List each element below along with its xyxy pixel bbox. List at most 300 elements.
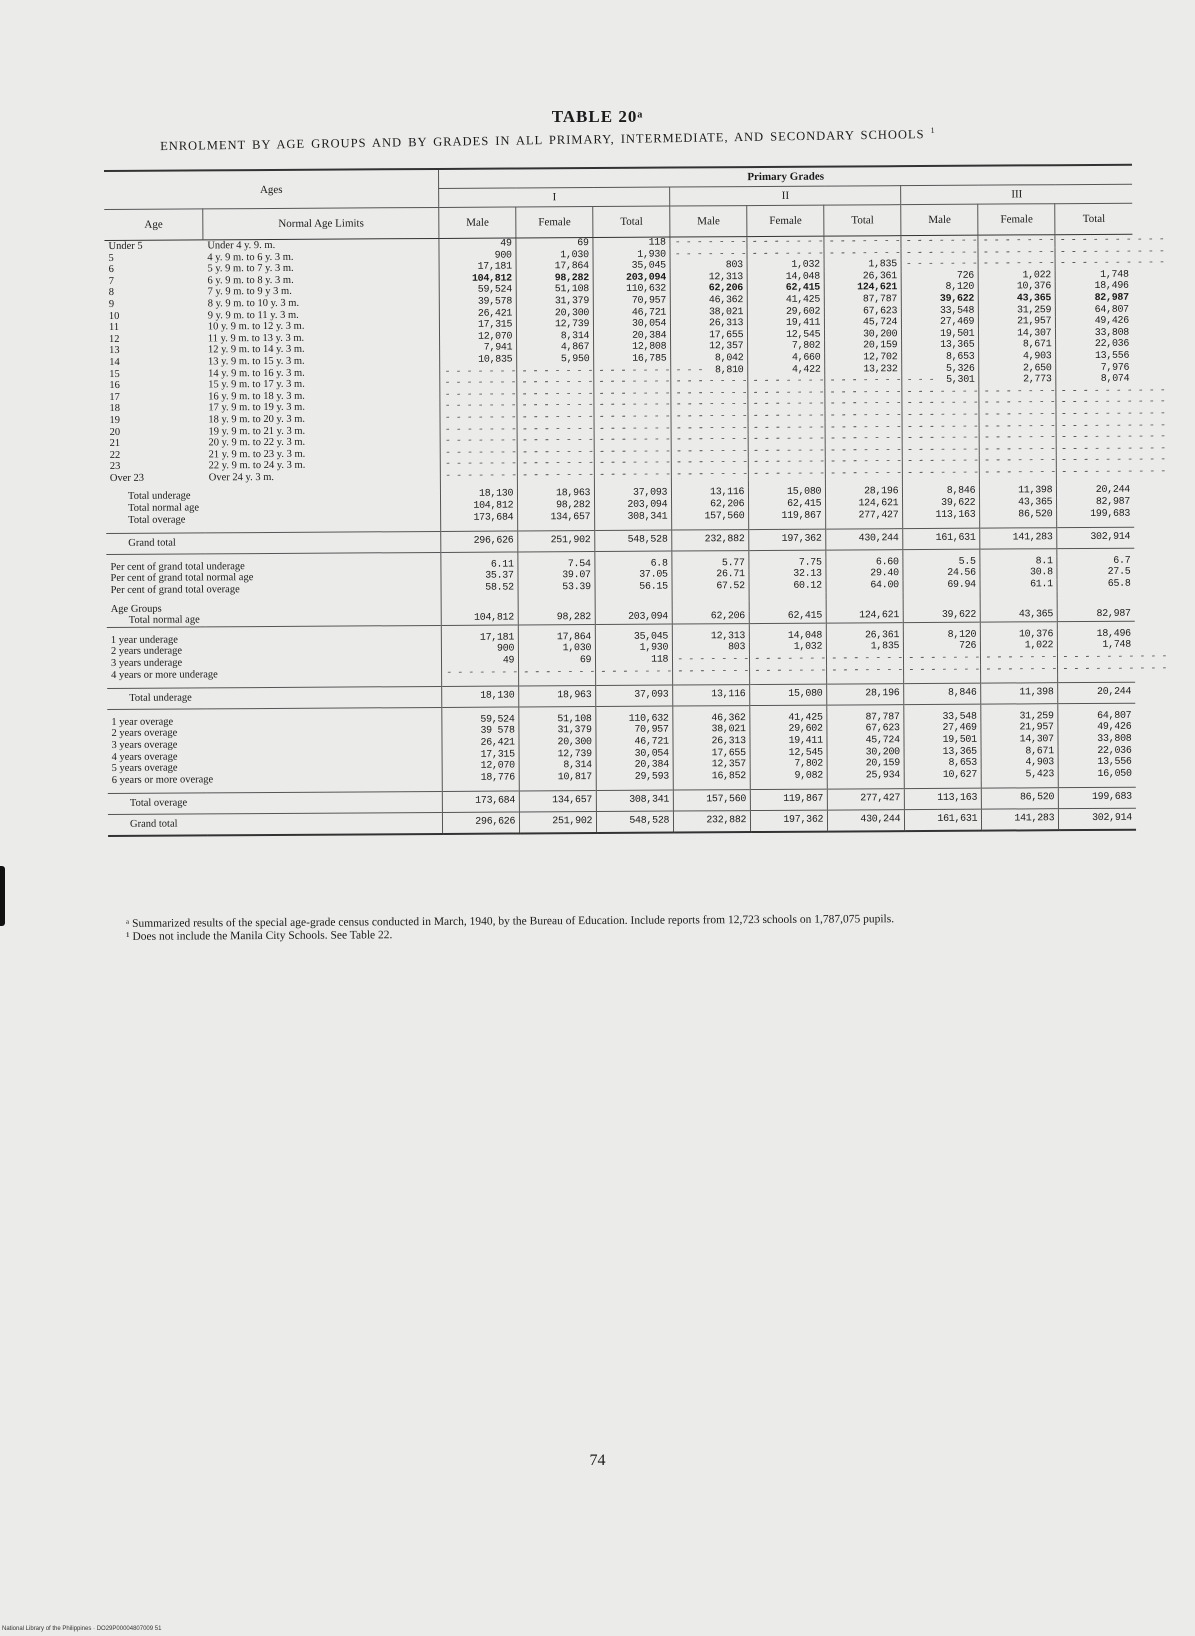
empty-cell: - - - - - - - - - -: [979, 421, 1056, 433]
value-cell: 17,655: [673, 748, 750, 760]
value-cell: 5.77: [672, 558, 749, 570]
empty-cell: - - - - - - - - - -: [670, 249, 747, 261]
value-cell: 30,200: [825, 329, 902, 341]
age-limit-cell: 19 y. 9 m. to 21 y. 3 m.: [208, 425, 306, 437]
empty-cell: - - - - - - - - - -: [981, 664, 1058, 676]
value-cell: 22,036: [1058, 745, 1135, 757]
value-cell: 18,963: [519, 686, 596, 707]
blank-cell: [595, 600, 672, 612]
blank-cell: [518, 601, 595, 613]
blank-cell: [980, 598, 1057, 610]
value-cell: 5,423: [981, 769, 1058, 781]
value-cell: 46,721: [594, 307, 671, 319]
value-cell: 53.39: [518, 582, 595, 594]
value-cell: 17,315: [442, 749, 519, 761]
value-cell: 12,357: [673, 759, 750, 771]
value-cell: 82,987: [1058, 609, 1135, 622]
value-cell: 900: [442, 644, 519, 656]
value-cell: 29,602: [748, 306, 825, 318]
value-cell: 39 578: [442, 726, 519, 738]
value-cell: 33,808: [1058, 734, 1135, 746]
value-cell: 87,787: [827, 712, 904, 724]
value-cell: 51,108: [519, 714, 596, 726]
value-cell: 20,300: [517, 308, 594, 320]
empty-cell: - - - - - - - - - -: [1055, 246, 1132, 258]
value-cell: 10,376: [981, 629, 1058, 641]
header-female-i: Female: [516, 207, 593, 238]
value-cell: 87,787: [825, 294, 902, 306]
value-cell: 726: [901, 270, 978, 282]
value-cell: 27,469: [902, 317, 979, 329]
value-cell: 64,807: [1056, 304, 1133, 316]
empty-cell: - - - - - - - - - -: [904, 653, 981, 665]
value-cell: 4,903: [981, 757, 1058, 769]
value-cell: 82,987: [1057, 497, 1134, 509]
empty-cell: - - - - - - - - - -: [670, 237, 747, 250]
age-cell: 6: [108, 264, 114, 276]
value-cell: 11,398: [980, 486, 1057, 498]
empty-cell: - - - - - - - - - -: [517, 377, 594, 389]
value-cell: 197,362: [751, 810, 828, 832]
value-cell: 15,080: [749, 487, 826, 499]
value-cell: 12,808: [594, 342, 671, 354]
value-cell: 29,593: [596, 771, 673, 783]
value-cell: 39,622: [903, 498, 980, 510]
age-cell: 7: [108, 275, 114, 287]
value-cell: 1,032: [750, 642, 827, 654]
empty-cell: - - - - - - - - - -: [440, 436, 517, 448]
age-cell: 5: [108, 252, 114, 264]
value-cell: 45,724: [827, 735, 904, 747]
value-cell: 21,957: [979, 316, 1056, 328]
value-cell: 98,282: [518, 612, 595, 625]
header-ages: Ages: [104, 169, 439, 210]
empty-cell: - - - - - - - - - -: [901, 235, 978, 248]
value-cell: 13,556: [1056, 351, 1133, 363]
value-cell: 14,307: [981, 734, 1058, 746]
age-limit-cell: 9 y. 9 m. to 11 y. 3 m.: [207, 309, 299, 321]
value-cell: 2,650: [979, 363, 1056, 375]
value-cell: 14,307: [979, 328, 1056, 340]
empty-cell: - - - - - - - - - -: [748, 376, 825, 388]
empty-cell: - - - - - - - - - -: [594, 365, 671, 377]
value-cell: 4,422: [748, 364, 825, 376]
empty-cell: - - - - - - - - - -: [517, 412, 594, 424]
value-cell: 251,902: [520, 811, 597, 833]
header-female-ii: Female: [747, 205, 824, 236]
header-grade-ii: II: [670, 186, 901, 206]
age-cell: 10: [108, 310, 120, 322]
value-cell: 12,070: [440, 331, 517, 343]
value-cell: 13,365: [904, 746, 981, 758]
value-cell: 62,415: [749, 611, 826, 624]
row-label: 1 year underage: [110, 634, 178, 646]
row-label: Per cent of grand total underage: [110, 560, 245, 573]
empty-cell: - - - - - - - - - -: [978, 247, 1055, 259]
value-cell: 8,314: [519, 760, 596, 772]
value-cell: 6.7: [1057, 556, 1134, 568]
value-cell: 232,882: [674, 810, 751, 832]
value-cell: 18,963: [518, 488, 595, 500]
value-cell: 46,362: [671, 295, 748, 307]
empty-cell: - - - - - - - - - -: [671, 388, 748, 400]
value-cell: 104,812: [439, 273, 516, 285]
value-cell: 31,259: [981, 711, 1058, 723]
value-cell: 69: [516, 238, 593, 251]
value-cell: 86,520: [982, 788, 1059, 809]
value-cell: 60.12: [749, 581, 826, 593]
value-cell: 49,426: [1056, 316, 1133, 328]
value-cell: 16,852: [673, 771, 750, 783]
value-cell: 726: [904, 641, 981, 653]
value-cell: 59,524: [439, 285, 516, 297]
row-label: Grand total: [106, 532, 441, 555]
value-cell: 20,244: [1057, 485, 1134, 497]
value-cell: 56.15: [595, 582, 672, 594]
footnote-1: ¹ Does not include the Manila City Schools. See Table 22.: [126, 929, 393, 943]
value-cell: 38,021: [673, 724, 750, 736]
empty-cell: - - - - - - - - - -: [979, 386, 1056, 398]
row-label: 3 years overage: [111, 739, 178, 751]
value-cell: 26,313: [673, 736, 750, 748]
age-limit-cell: 10 y. 9 m. to 12 y. 3 m.: [207, 320, 305, 333]
value-cell: 12,313: [673, 631, 750, 643]
age-cell: 23: [109, 461, 121, 473]
age-limit-cell: Under 4 y. 9. m.: [207, 239, 276, 252]
value-cell: 7.54: [518, 559, 595, 571]
header-male-i: Male: [439, 207, 516, 238]
empty-cell: - - - - - - - - - -: [1057, 455, 1134, 467]
empty-cell: - - - - - - - - - -: [902, 433, 979, 445]
age-cell: 21: [109, 438, 121, 450]
age-cell: 13: [109, 345, 120, 357]
age-limit-cell: 14 y. 9 m. to 16 y. 3 m.: [208, 367, 305, 379]
age-limit-cell: 18 y. 9 m. to 20 y. 3 m.: [208, 413, 306, 426]
empty-cell: - - - - - - - - - -: [979, 409, 1056, 421]
header-male-iii: Male: [901, 204, 978, 235]
value-cell: 62,415: [747, 283, 824, 295]
empty-cell: - - - - - - - - - -: [826, 456, 903, 468]
empty-cell: - - - - - - - - - -: [595, 458, 672, 470]
age-limit-cell: 4 y. 9 m. to 6 y. 3 m.: [207, 251, 294, 263]
blank-cell: [826, 599, 903, 611]
value-cell: 12,070: [442, 761, 519, 773]
empty-cell: - - - - - - - - - -: [978, 258, 1055, 270]
value-cell: 27.5: [1057, 567, 1134, 579]
value-cell: 37,093: [595, 488, 672, 500]
value-cell: 69: [519, 655, 596, 667]
value-cell: 10,817: [519, 772, 596, 784]
row-label: Total overage: [108, 792, 443, 815]
value-cell: 10,376: [979, 282, 1056, 294]
age-cell: 11: [108, 322, 120, 334]
value-cell: 18,130: [441, 489, 518, 501]
age-cell: 16: [109, 380, 120, 392]
header-age: Age: [104, 209, 203, 241]
row-label: Total overage: [128, 514, 186, 526]
row-label: 3 years underage: [110, 657, 183, 669]
value-cell: 20,244: [1058, 682, 1135, 703]
value-cell: 29,602: [750, 724, 827, 736]
value-cell: 12,702: [825, 352, 902, 364]
value-cell: 26,421: [440, 308, 517, 320]
value-cell: 39.07: [518, 570, 595, 582]
empty-cell: - - - - - - - - - -: [901, 259, 978, 271]
value-cell: 7,976: [1056, 362, 1133, 374]
value-cell: 30,054: [596, 748, 673, 760]
value-cell: 1,835: [824, 259, 901, 271]
empty-cell: - - - - - - - - - -: [978, 235, 1055, 248]
value-cell: 65.8: [1057, 579, 1134, 591]
value-cell: 7.75: [749, 557, 826, 569]
empty-cell: - - - - - - - - - -: [827, 665, 904, 677]
value-cell: 134,657: [518, 512, 595, 524]
value-cell: 62,206: [670, 283, 747, 295]
value-cell: 1,748: [1058, 640, 1135, 652]
value-cell: 308,341: [597, 790, 674, 811]
empty-cell: - - - - - - - - - -: [672, 469, 749, 481]
value-cell: 5.5: [903, 556, 980, 568]
value-cell: 113,163: [905, 788, 982, 809]
value-cell: 8,846: [903, 486, 980, 498]
value-cell: 43,365: [980, 497, 1057, 509]
value-cell: 2,773: [979, 374, 1056, 386]
value-cell: 173,684: [441, 512, 518, 524]
value-cell: 199,683: [1059, 788, 1136, 809]
empty-cell: - - - - - - - - - -: [442, 667, 519, 679]
value-cell: 67,623: [827, 723, 904, 735]
age-limit-cell: 7 y. 9 m. to 9 y 3 m.: [207, 286, 292, 298]
value-cell: 41,425: [750, 712, 827, 724]
empty-cell: - - - - - - - - - -: [748, 422, 825, 434]
value-cell: 19,411: [748, 318, 825, 330]
empty-cell: - - - - - - - - - -: [594, 446, 671, 458]
value-cell: 64.00: [826, 580, 903, 592]
empty-cell: - - - - - - - - - -: [440, 424, 517, 436]
empty-cell: - - - - - - - - - -: [671, 376, 748, 388]
header-male-ii: Male: [670, 206, 747, 237]
empty-cell: - - - - - - - - - -: [825, 422, 902, 434]
empty-cell: - - - - - - - - - -: [824, 248, 901, 260]
value-cell: 161,631: [903, 528, 980, 549]
value-cell: 38,021: [671, 307, 748, 319]
value-cell: 13,365: [902, 340, 979, 352]
age-limit-cell: 21 y. 9 m. to 23 y. 3 m.: [208, 448, 306, 461]
value-cell: 13,116: [673, 685, 750, 706]
row-label: 4 years overage: [111, 751, 178, 763]
value-cell: 8,653: [904, 758, 981, 770]
enrolment-table-wrapper: [104, 164, 1167, 837]
empty-cell: - - - - - - - - - -: [440, 366, 517, 378]
empty-cell: - - - - - - - - - -: [440, 378, 517, 390]
value-cell: 49: [442, 655, 519, 667]
value-cell: 8,042: [671, 353, 748, 365]
value-cell: 19,501: [902, 328, 979, 340]
age-cell: 18: [109, 403, 120, 415]
empty-cell: - - - - - - - - - -: [747, 236, 824, 249]
empty-cell: - - - - - - - - - -: [1058, 663, 1135, 675]
value-cell: 39,622: [904, 610, 981, 623]
value-cell: 110,632: [593, 284, 670, 296]
empty-cell: - - - - - - - - - -: [825, 375, 902, 387]
value-cell: 26,361: [827, 630, 904, 642]
value-cell: 25,934: [827, 770, 904, 782]
value-cell: 308,341: [595, 511, 672, 523]
empty-cell: - - - - - - - - - -: [594, 388, 671, 400]
row-label: 5 years overage: [111, 762, 178, 775]
value-cell: 118: [593, 237, 670, 250]
value-cell: 141,283: [982, 809, 1059, 831]
age-limit-cell: 6 y. 9 m. to 8 y. 3 m.: [207, 274, 294, 287]
empty-cell: - - - - - - - - - -: [441, 470, 518, 482]
empty-cell: - - - - - - - - - -: [903, 468, 980, 480]
age-limit-cell: 22 y. 9 m. to 24 y. 3 m.: [208, 460, 306, 472]
empty-cell: - - - - - - - - - -: [440, 401, 517, 413]
value-cell: 26,361: [824, 271, 901, 283]
age-limit-cell: 16 y. 9 m. to 18 y. 3 m.: [208, 390, 305, 403]
value-cell: 62,206: [672, 499, 749, 511]
value-cell: 18,776: [442, 772, 519, 784]
empty-cell: - - - - - - - - - -: [979, 432, 1056, 444]
empty-cell: - - - - - - - - - -: [596, 666, 673, 678]
value-cell: 157,560: [672, 511, 749, 523]
enrolment-table: [104, 164, 1167, 837]
row-label: 2 years underage: [110, 645, 183, 658]
value-cell: 17,315: [440, 320, 517, 332]
row-label: Total normal age: [128, 502, 200, 514]
age-cell: Over 23: [109, 472, 145, 484]
value-cell: 8,671: [981, 746, 1058, 758]
value-cell: 18,496: [1056, 281, 1133, 293]
value-cell: 67.52: [672, 581, 749, 593]
empty-cell: - - - - - - - - - -: [980, 467, 1057, 479]
empty-cell: - - - - - - - - - -: [517, 400, 594, 412]
value-cell: 900: [439, 250, 516, 262]
value-cell: 14,048: [750, 630, 827, 642]
value-cell: 1,022: [978, 270, 1055, 282]
value-cell: 1,030: [516, 250, 593, 262]
value-cell: 58.52: [441, 583, 518, 595]
age-cell: 9: [108, 298, 115, 310]
table-body: [104, 234, 1167, 835]
value-cell: 124,621: [824, 283, 901, 295]
empty-cell: - - - - - - - - - -: [747, 248, 824, 260]
value-cell: 8,671: [979, 340, 1056, 352]
empty-cell: - - - - - - - - - -: [673, 666, 750, 678]
value-cell: 548,528: [597, 811, 674, 833]
value-cell: 6.60: [826, 557, 903, 569]
footnote-a: ᵃ Summarized results of the special age-grade census conducted in March, 1940, by the Bureau of Education. Include reports from 12,723 schools on 1,787,075 pupils.: [125, 913, 895, 930]
header-female-iii: Female: [978, 204, 1055, 235]
value-cell: 21,957: [981, 723, 1058, 735]
value-cell: 35.37: [441, 571, 518, 583]
value-cell: 37,093: [596, 685, 673, 706]
blank-cell: [749, 599, 826, 611]
value-cell: 8,810: [671, 365, 748, 377]
value-cell: 46,721: [596, 737, 673, 749]
value-cell: 20,384: [594, 330, 671, 342]
value-cell: 45,724: [825, 317, 902, 329]
value-cell: 32.13: [749, 569, 826, 581]
value-cell: 6.11: [441, 559, 518, 571]
value-cell: 43,365: [981, 609, 1058, 622]
row-label: Per cent of grand total overage: [110, 584, 240, 596]
row-label: 1 year overage: [111, 716, 174, 728]
value-cell: 13,556: [1058, 757, 1135, 769]
value-cell: 1,022: [981, 641, 1058, 653]
empty-cell: - - - - - - - - - -: [671, 399, 748, 411]
value-cell: 30,054: [594, 319, 671, 331]
value-cell: 8,120: [904, 629, 981, 641]
value-cell: 15,080: [750, 684, 827, 705]
value-cell: 49: [439, 238, 516, 251]
empty-cell: - - - - - - - - - -: [902, 386, 979, 398]
empty-cell: - - - - - - - - - -: [1056, 409, 1133, 421]
empty-cell: - - - - - - - - - -: [518, 470, 595, 482]
value-cell: 8.1: [980, 556, 1057, 568]
value-cell: 124,621: [826, 498, 903, 510]
row-label: Grand total: [108, 812, 443, 835]
age-limit-cell: 12 y. 9 m. to 14 y. 3 m.: [207, 344, 305, 356]
value-cell: 20,300: [519, 737, 596, 749]
value-cell: 12,357: [671, 341, 748, 353]
value-cell: 4,903: [979, 351, 1056, 363]
blank-cell: [1057, 597, 1134, 609]
value-cell: 12,545: [750, 747, 827, 759]
value-cell: 1,835: [827, 642, 904, 654]
empty-cell: - - - - - - - - - -: [1056, 385, 1133, 397]
row-label: Total underage: [107, 687, 442, 710]
value-cell: 803: [673, 642, 750, 654]
empty-cell: - - - - - - - - - -: [594, 400, 671, 412]
value-cell: 104,812: [441, 501, 518, 513]
value-cell: 277,427: [828, 789, 905, 810]
empty-cell: - - - - - - - - - -: [517, 458, 594, 470]
age-limit-cell: 8 y. 9 m. to 10 y. 3 m.: [207, 297, 300, 310]
value-cell: 10,627: [904, 769, 981, 781]
value-cell: 35,045: [593, 261, 670, 273]
empty-cell: - - - - - - - - - -: [825, 445, 902, 457]
value-cell: 59,524: [442, 714, 519, 726]
value-cell: 8,846: [904, 683, 981, 704]
value-cell: 1,030: [519, 643, 596, 655]
empty-cell: - - - - - - - - - -: [517, 435, 594, 447]
empty-cell: - - - - - - - - - -: [980, 444, 1057, 456]
value-cell: 64,807: [1058, 710, 1135, 722]
empty-cell: - - - - - - - - - -: [517, 424, 594, 436]
empty-cell: - - - - - - - - - -: [749, 468, 826, 480]
value-cell: 98,282: [516, 273, 593, 285]
empty-cell: - - - - - - - - - -: [748, 399, 825, 411]
scan-footer: National Library of the Philippines · DO29P00004807009 51: [2, 1626, 162, 1632]
value-cell: 61.1: [980, 579, 1057, 591]
empty-cell: - - - - - - - - - -: [517, 447, 594, 459]
value-cell: 296,626: [443, 812, 520, 834]
value-cell: 12,739: [519, 749, 596, 761]
value-cell: 8,314: [517, 331, 594, 343]
empty-cell: - - - - - - - - - -: [1055, 258, 1132, 270]
age-limit-cell: 13 y. 9 m. to 15 y. 3 m.: [207, 355, 305, 368]
empty-cell: - - - - - - - - - -: [902, 421, 979, 433]
age-limit-cell: Over 24 y. 3 m.: [208, 471, 275, 484]
empty-cell: - - - - - - - - - -: [902, 444, 979, 456]
value-cell: 203,094: [595, 612, 672, 625]
value-cell: 26,313: [671, 318, 748, 330]
empty-cell: - - - - - - - - - -: [902, 398, 979, 410]
value-cell: 18,496: [1058, 629, 1135, 641]
row-label: Total underage: [127, 490, 191, 503]
value-cell: 19,501: [904, 735, 981, 747]
